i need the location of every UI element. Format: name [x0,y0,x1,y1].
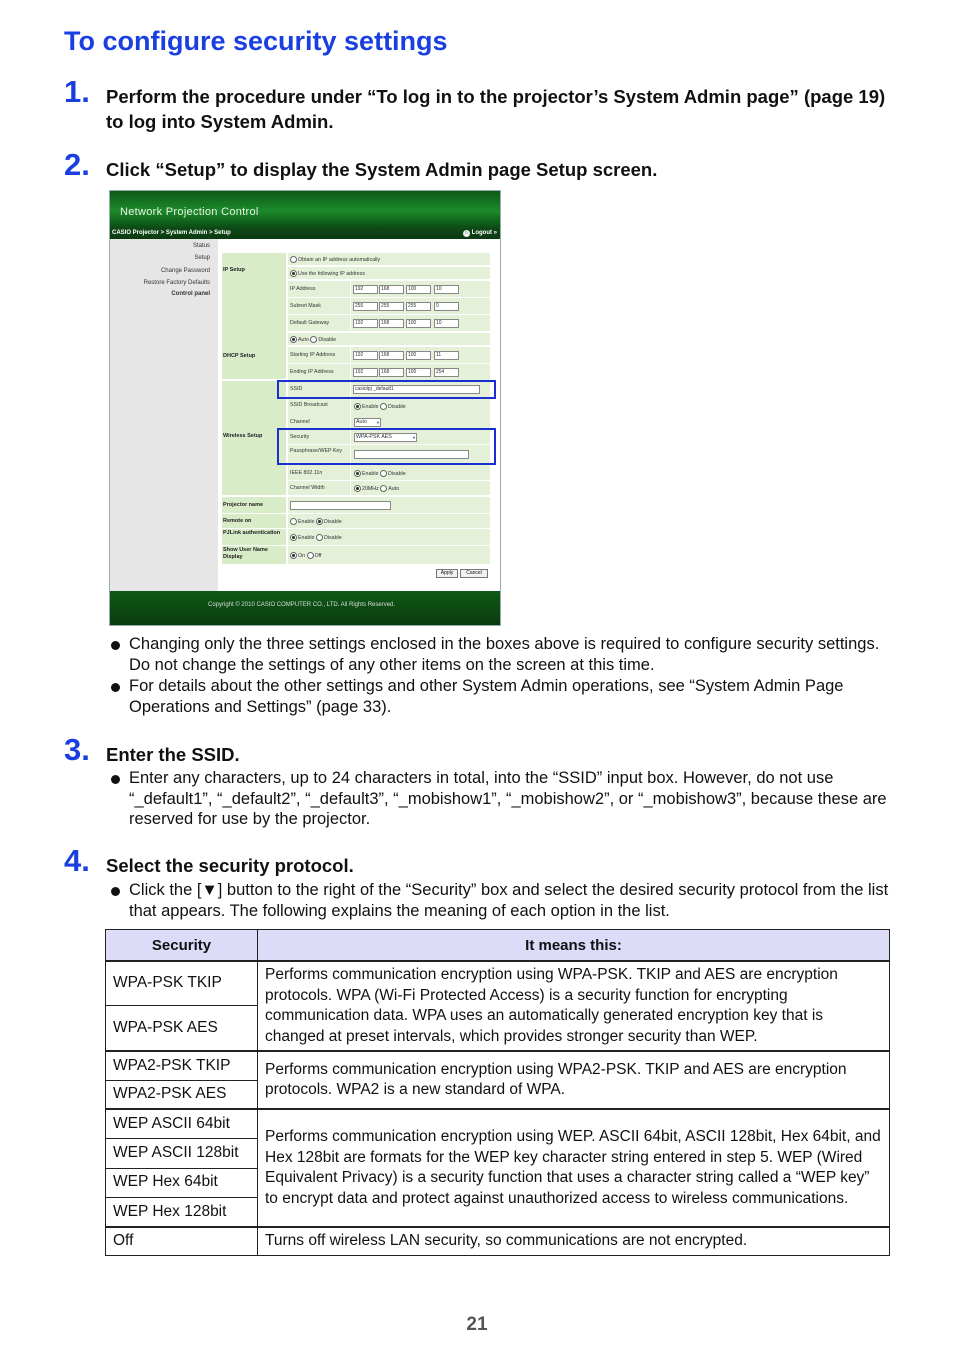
setup-screenshot: Network Projection Control CASIO Projector > System Admin > Setup ○ Logout » Status Setup Change Password Restore Factory Defaults Control panel IP Setup Obtain an IP address automatically Use the following IP address IP Address 192 168 100 10 Subnet Mask 255 255 255 0 Default Gateway 192 168 100 10 DHCP Setup Auto Disable Starting IP Address 192 168 100 11 Ending IP Address 192 168 100 254 Wireless Setup SSID casiolpj _default1 SSID Broadcast Enable Disable Channel Auto ▼ Security WPA-PSK AES ▼ Passphrase/WEP Key IEEE 802.11n Enable Disable Channel Width 20MHz Auto Projector name Remote on Enable Disable PJLink authentication Enable Disable Show User Name Display On Off Apply Cancel Copyright © 2010 CASIO COMPUTER CO., LTD. All Rights Reserved. [109,190,501,626]
ip-address-label: IP Address [290,286,316,292]
width-20mhz-radio[interactable] [354,485,361,492]
note-item: For details about the other settings and other System Admin operations, see “System Admin Page Operations and Settings” (page 33). [110,676,890,717]
option-description: Performs communication encryption using WEP. ASCII 64bit, ASCII 128bit, Hex 64bit, and Hex 128bit are formats for the WEP key character string entered in step 5. WEP (Wired Equivalent Privacy) is a security function that uses a character string called a “WEP key” to encrypt data and protect against unauthorized access to wireless communications. [258,1109,890,1227]
end-octet-2[interactable]: 168 [379,368,404,377]
chevron-down-icon: ▼ [376,420,380,425]
option-description: Performs communication encryption using WPA2-PSK. TKIP and AES are encryption protocols. WPA2 is a new standard of WPA. [258,1051,890,1109]
table-row [106,1227,890,1255]
dhcp-disable-radio[interactable] [310,336,317,343]
step3-notes [110,768,890,831]
end-octet-4[interactable]: 254 [434,368,459,377]
mask-octet-4[interactable]: 0 [434,302,459,311]
starting-ip-label: Starting IP Address [290,352,336,358]
channel-select[interactable]: Auto ▼ [356,419,380,425]
subnet-label: Subnet Mask [290,303,321,309]
gw-octet-4[interactable]: 10 [434,319,459,328]
security-option: WEP Hex 128bit [106,1197,258,1227]
step-number: 1. [64,74,90,109]
security-highlight-box [277,428,496,465]
remote-enable-radio[interactable] [290,518,297,525]
ssid-input[interactable]: casiolpj _default1 [353,385,480,394]
note-item: Click the [▼] button to the right of the “Security” box and select the desired security protocol from the list that appears. The following explains the meaning of each option in the list. [110,880,890,921]
dhcp-auto-radio[interactable] [290,336,297,343]
table-row [106,1051,890,1080]
ip-octet-2[interactable]: 168 [379,285,404,294]
step-number: 4. [64,843,90,878]
menu-item-control-panel[interactable]: Control panel [171,291,210,297]
note-item: Enter any characters, up to 24 characters in total, into the “SSID” input box. However, do not use “_default1”, “_default2”, “_default3”, “_mobishow1”, “_mobishow2”, or “_mobishow3”, because these are reserved for use by the projector. [110,768,890,830]
obtain-auto-radio[interactable] [290,256,297,263]
ieee-disable-radio[interactable] [380,470,387,477]
use-following-radio[interactable] [290,270,297,277]
step4-notes [110,880,890,922]
gw-octet-3[interactable]: 100 [406,319,431,328]
logout-label: Logout » [471,230,497,236]
start-octet-3[interactable]: 100 [406,351,431,360]
width-auto-radio[interactable] [380,485,387,492]
ip-octet-3[interactable]: 100 [406,285,431,294]
ssid-label: SSID [290,386,303,392]
pjlink-disable-radio[interactable] [316,534,323,541]
option-description: Turns off wireless LAN security, so communications are not encrypted. [258,1227,890,1255]
security-option: WEP Hex 64bit [106,1168,258,1197]
pjlink-label: PJLink authentication [222,529,286,545]
start-octet-4[interactable]: 11 [434,351,459,360]
menu-item-change-password[interactable]: Change Password [160,268,210,274]
mask-octet-1[interactable]: 255 [353,302,378,311]
step-text: Perform the procedure under “To log in to the projector’s System Admin page” (page 19) to log into System Admin. [106,86,886,132]
gw-octet-2[interactable]: 168 [379,319,404,328]
mask-octet-2[interactable]: 255 [379,302,404,311]
menu-item-restore-defaults[interactable]: Restore Factory Defaults [143,280,210,286]
note-item: Changing only the three settings enclosed in the boxes above is required to configure security settings. Do not change the settings of any other items on the screen at this time. [110,634,890,675]
security-option: WPA2-PSK TKIP [106,1051,258,1080]
logout-link[interactable] [463,230,497,237]
table-row [106,1109,890,1138]
step-text: Click “Setup” to display the System Admin page Setup screen. [106,159,658,180]
step-text: Enter the SSID. [106,744,240,765]
app-title: Network Projection Control [120,206,259,218]
column-header: It means this: [258,930,890,962]
mask-octet-3[interactable]: 255 [406,302,431,311]
security-select[interactable]: WPA-PSK AES ▼ [356,434,416,440]
step-text: Select the security protocol. [106,855,354,876]
show-user-off-radio[interactable] [307,552,314,559]
ieee-label: IEEE 802.11n [290,470,323,476]
breadcrumb-bar [110,227,500,239]
page-number: 21 [466,1314,488,1335]
app-header [110,191,500,227]
step-number: 3. [64,732,90,767]
sidebar-menu [110,239,218,591]
passphrase-label: Passphrase/WEP Key [290,448,343,454]
ip-octet-1[interactable]: 192 [353,285,378,294]
app-footer [110,591,500,625]
ssid-broadcast-label: SSID Broadcast [290,402,328,408]
ssid-highlight-box [277,380,496,399]
logout-icon: ○ [464,230,468,236]
security-option: WPA-PSK AES [106,1005,258,1051]
show-user-label: Show User Name Display [222,546,286,564]
security-option: WPA-PSK TKIP [106,961,258,1005]
security-option: WPA2-PSK AES [106,1080,258,1109]
projector-name-label: Projector name [222,497,286,513]
remote-disable-radio[interactable] [316,518,323,525]
broadcast-enable-radio[interactable] [354,403,361,410]
start-octet-2[interactable]: 168 [379,351,404,360]
step-number: 2. [64,147,90,182]
chevron-down-icon: ▼ [412,435,416,440]
step2-notes [110,634,890,718]
wireless-setup-label: Wireless Setup [222,381,286,495]
end-octet-1[interactable]: 192 [353,368,378,377]
page-title: To configure security settings [64,26,448,56]
channel-label: Channel [290,419,310,425]
show-user-on-radio[interactable] [290,552,297,559]
ieee-enable-radio[interactable] [354,470,361,477]
security-label: Security [290,434,310,440]
menu-item-setup[interactable]: Setup [194,255,210,261]
security-options-table [105,929,890,1256]
dhcp-setup-label: DHCP Setup [222,333,286,379]
security-option: WEP ASCII 128bit [106,1138,258,1168]
column-header: Security [106,930,258,962]
gw-octet-1[interactable]: 192 [353,319,378,328]
ip-octet-4[interactable]: 10 [434,285,459,294]
end-octet-3[interactable]: 100 [406,368,431,377]
apply-button[interactable]: Apply [436,569,458,578]
ending-ip-label: Ending IP Address [290,369,334,375]
menu-item-status[interactable]: Status [192,243,210,249]
breadcrumb: CASIO Projector > System Admin > Setup [112,230,231,236]
pjlink-enable-radio[interactable] [290,534,297,541]
cancel-button[interactable]: Cancel [460,569,488,578]
gateway-label: Default Gateway [290,320,330,326]
projector-name-input[interactable] [290,501,391,510]
copyright: Copyright © 2010 CASIO COMPUTER CO., LTD. All Rights Reserved. [208,602,396,608]
option-description: Performs communication encryption using WPA-PSK. TKIP and AES are encryption protocols. WPA (Wi-Fi Protected Access) is a security function for encrypting communication data. WPA uses an automatically generated encryption key that is changed at preset intervals, which provides stronger security than WEP. [258,961,890,1051]
channel-width-label: Channel Width [290,485,325,491]
security-option: WEP ASCII 64bit [106,1109,258,1138]
use-following-row: Use the following IP address [288,267,490,279]
remote-on-label: Remote on [222,514,286,528]
ip-setup-label: IP Setup [222,253,286,333]
broadcast-disable-radio[interactable] [380,403,387,410]
start-octet-1[interactable]: 192 [353,351,378,360]
obtain-auto-row: Obtain an IP address automatically [288,253,490,265]
table-row [106,961,890,1005]
security-option: Off [106,1227,258,1255]
